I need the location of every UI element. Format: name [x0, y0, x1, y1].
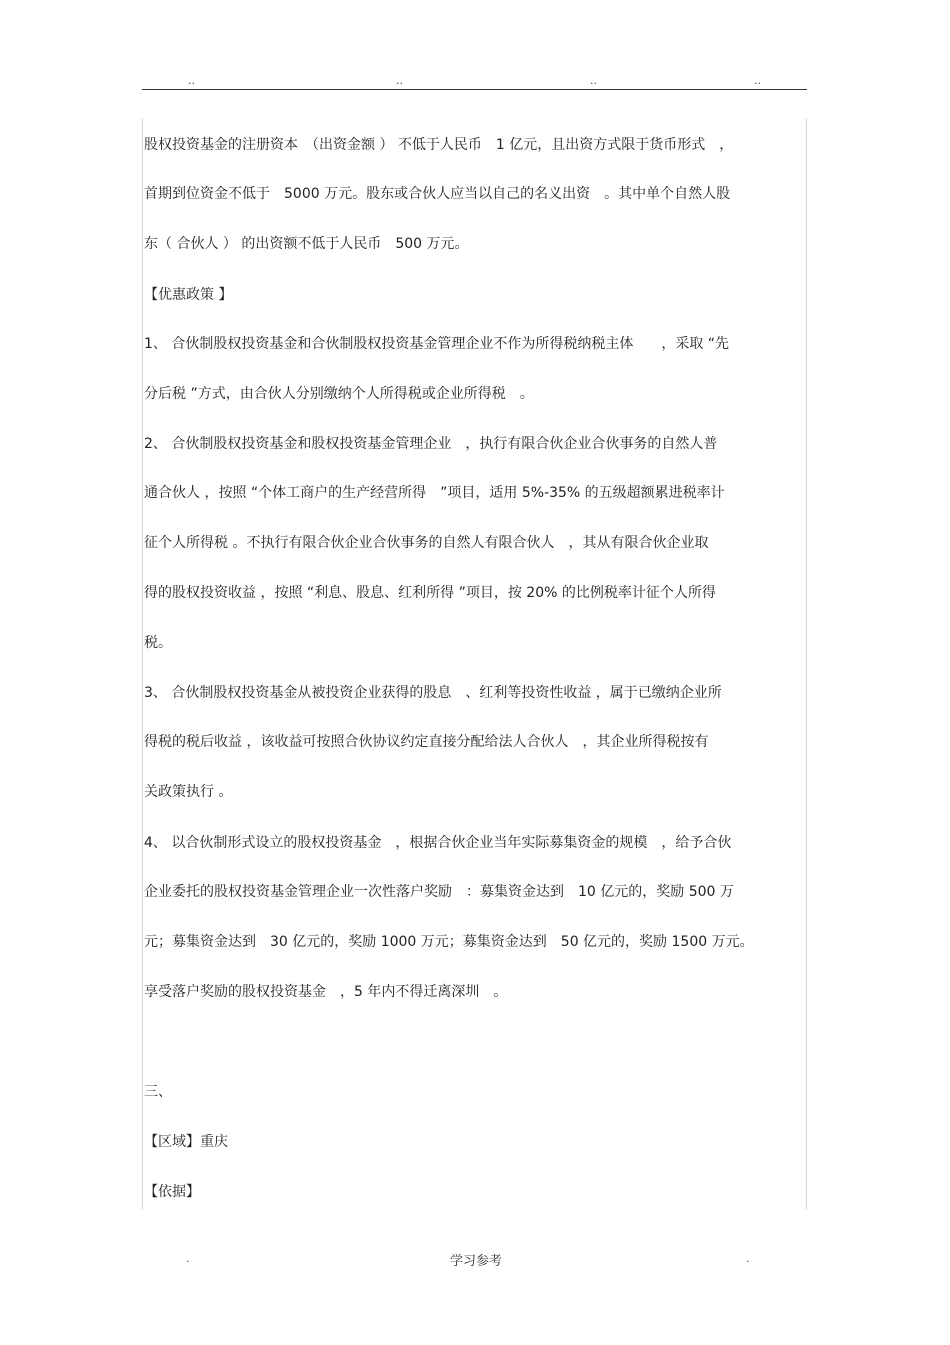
paragraph-line: 得税的税后收益 ，该收益可按照合伙协议约定直接分配给法人合伙人 ，其企业所得税按有: [144, 734, 709, 750]
paragraph-line: 元；募集资金达到 30 亿元的，奖励 1000 万元；募集资金达到 50 亿元的，奖励 1500 万元。: [144, 934, 754, 950]
paragraph-line: 2、 合伙制股权投资基金和股权投资基金管理企业 ，执行有限合伙企业合伙事务的自然人普: [144, 436, 718, 452]
footer-mark: .: [186, 1252, 190, 1265]
section-number: 三、: [144, 1084, 172, 1100]
page-frame-right-border: [806, 118, 807, 1210]
basis-heading: 【依据】: [144, 1184, 200, 1200]
header-mark: ..: [590, 74, 597, 87]
section-heading: 【优惠政策 】: [144, 287, 233, 303]
paragraph-line: 4、 以合伙制形式设立的股权投资基金 ，根据合伙企业当年实际募集资金的规模 ，给予合伙: [144, 835, 732, 851]
header-mark: ..: [188, 74, 195, 87]
footer-mark: .: [746, 1252, 750, 1265]
paragraph-line: 1、 合伙制股权投资基金和合伙制股权投资基金管理企业不作为所得税纳税主体 ，采取 “先: [144, 336, 730, 352]
region-heading: 【区域】重庆: [144, 1134, 228, 1150]
paragraph-line: 分后税 ”方式，由合伙人分别缴纳个人所得税或企业所得税 。: [144, 386, 534, 402]
paragraph-line: 享受落户奖励的股权投资基金 ，5 年内不得迁离深圳 。: [144, 984, 508, 1000]
paragraph-line: 东（ 合伙人 ） 的出资额不低于人民币 500 万元。: [144, 236, 469, 252]
paragraph-line: 得的股权投资收益 ，按照 “利息、股息、红利所得 ”项目，按 20% 的比例税率计征个人所得: [144, 585, 716, 601]
header-rule: [142, 89, 807, 90]
paragraph-line: 关政策执行 。: [144, 784, 233, 800]
page-frame-left-border: [142, 118, 143, 1210]
header-mark: ..: [396, 74, 403, 87]
header-mark: ..: [754, 74, 761, 87]
paragraph-line: 税。: [144, 635, 172, 651]
paragraph-line: 首期到位资金不低于 5000 万元。股东或合伙人应当以自己的名义出资 。其中单个自然人股: [144, 186, 731, 202]
paragraph-line: 企业委托的股权投资基金管理企业一次性落户奖励 ：募集资金达到 10 亿元的，奖励 500 万: [144, 884, 734, 900]
paragraph-line: 3、 合伙制股权投资基金从被投资企业获得的股息 、红利等投资性收益 ，属于已缴纳企业所: [144, 685, 722, 701]
paragraph-line: 通合伙人 ，按照 “个体工商户的生产经营所得 ”项目，适用 5%-35% 的五级超额累进税率计: [144, 485, 725, 501]
paragraph-line: 股权投资基金的注册资本 （出资金额 ） 不低于人民币 1 亿元，且出资方式限于货币形式 ，: [144, 137, 734, 153]
paragraph-line: 征个人所得税 。不执行有限合伙企业合伙事务的自然人有限合伙人 ，其从有限合伙企业取: [144, 535, 709, 551]
footer-label: 学习参考: [450, 1254, 503, 1269]
